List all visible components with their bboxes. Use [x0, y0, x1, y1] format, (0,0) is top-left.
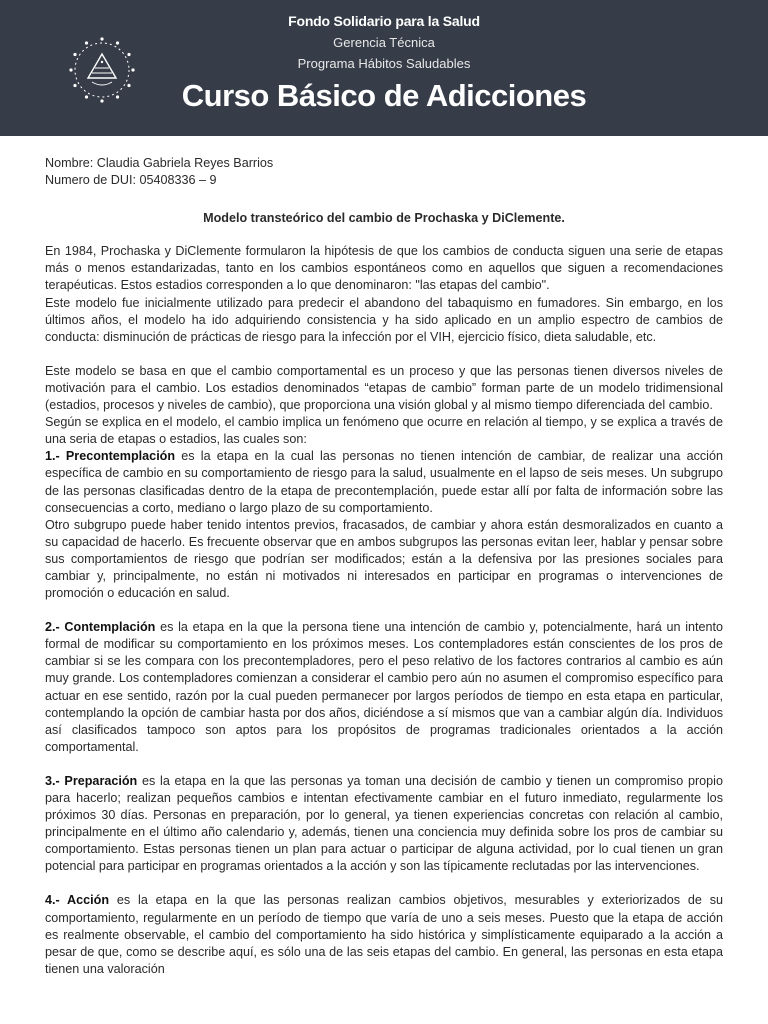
- intro-paragraph-2: Este modelo fue inicialmente utilizado para predecir el abandono del tabaquismo en fumadores. Sin embargo, en los últimos años, el modelo ha ido adquiriendo consistencia y ha sido aplicado en un amplio espectro de cambios de conducta: disminución de prácticas de riesgo para la infección por el VIH, ejercicio físico, dieta saludable, etc.: [45, 295, 723, 344]
- stage-description: es la etapa en la que la persona tiene una intención de cambio y, potencialmente, hará un intento formal de modificar su comportamiento en los próximos meses. Los contempladores están conscientes de los pros de cambiar si se les compara con los precontempladores, pero el peso relativo de los factores contrarios al cambio es aún muy grande. Los contempladores comienzan a considerar el cambio pero aún no asumen el compromiso específico para actuar en ese sentido, razón por la cual pueden permanecer por largos períodos de tiempo en esta etapa en particular, contemplando la opción de cambiar hasta por dos años, diciéndose a sí mismos que van a cambiar algún día. Individuos así clasificados tampoco son aptos para los propósitos de programas tradicionales orientados a la acción comportamental.: [45, 620, 724, 754]
- stage-label: 4.- Acción: [45, 893, 110, 908]
- document-header: [0, 0, 768, 136]
- stage-action: [45, 892, 723, 977]
- stage-contemplation: [45, 619, 723, 756]
- document-title: Modelo transteórico del cambio de Prochaska y DiClemente.: [203, 211, 565, 226]
- student-dui: Numero de DUI: 05408336 – 9: [45, 173, 217, 188]
- stage-description: es la etapa en la que las personas realizan cambios objetivos, mesurables y exteriorizados de su comportamiento, regularmente en un período de tiempo que varía de uno a seis meses. Puesto que la etapa de acción es realmente observable, el cambio del comportamiento ha sido histórica y simplísticamente equiparado a la acción a pesar de que, como se describe aquí, es sólo una de las seis etapas del cambio. En general, las personas en esta etapa tienen una valoración: [45, 893, 724, 976]
- stage-description: es la etapa en la que las personas ya toman una decisión de cambio y tienen un compromiso propio para hacerlo; realizan pequeños cambios e intentan efectivamente cambiar en el futuro inmediato, regularmente los próximos 30 días. Personas en preparación, por lo general, ya tienen experiencias concretas con relación al cambio, principalmente en el último año calendario y, además, tienen una conciencia muy definida sobre los pros de cambiar su comportamiento. Estas personas tienen un plan para actuar o participar de alguna actividad, por lo cual tienen un gran potencial para participar en programas orientados a la acción y son las típicamente reclutadas por las intervenciones.: [45, 773, 723, 874]
- program-name: Programa Hábitos Saludables: [297, 56, 471, 71]
- basis-paragraph-1: Este modelo se basa en que el cambio comportamental es un proceso y que las personas tienen diversos niveles de motivación para el cambio. Los estadios denominados “etapas de cambio” forman parte de un modelo tridimensional (estadios, procesos y niveles de cambio), que proporciona una visión global y al mismo tiempo diferenciada del cambio.: [45, 363, 723, 413]
- course-title: Curso Básico de Adicciones: [181, 78, 587, 113]
- stage-precontemplation: [45, 448, 723, 516]
- stage-description: es la etapa en la cual las personas no tienen intención de cambiar, de realizar una acción específica de cambio en su comportamiento de riesgo para la salud, usualmente en el lapso de seis meses. Un subgrupo de las personas clasificadas dentro de la etapa de precontemplación, puede estar allí por falta de información sobre las consecuencias a corto, mediano o largo plazo de su comportamiento.: [45, 449, 723, 515]
- stage-label: 2.- Contemplación: [45, 620, 156, 635]
- basis-paragraph-2: Según se explica en el modelo, el cambio implica un fenómeno que ocurre en relación al tiempo, y se explica a través de una seria de etapas o estadios, las cuales son:: [45, 415, 723, 447]
- student-name: Nombre: Claudia Gabriela Reyes Barrios: [45, 156, 274, 170]
- document-body: [45, 155, 723, 978]
- department-name: Gerencia Técnica: [333, 35, 435, 50]
- stage-preparation: [45, 773, 723, 876]
- stage-precontemplation-continued: Otro subgrupo puede haber tenido intentos previos, fracasados, de cambiar y ahora están desmoralizados en cuanto a su capacidad de hacerlo. Es frecuente observar que en ambos subgrupos las personas evitan leer, hablar y pensar sobre sus comportamientos de riesgo que podrían ser modificados; están a la defensiva por las presiones sociales para cambiar y, principalmente, no están ni motivados ni interesados en participar en programas o intervenciones de promoción o educación en salud.: [45, 517, 723, 601]
- student-info: [45, 155, 723, 189]
- stage-label: 1.- Precontemplación: [45, 449, 176, 464]
- org-name: Fondo Solidario para la Salud: [288, 13, 480, 29]
- intro-paragraph-1: En 1984, Prochaska y DiClemente formularon la hipótesis de que los cambios de conducta siguen una serie de etapas más o menos estandarizadas, tanto en los cambios espontáneos como en aquellos que siguen a recomendaciones terapéuticas. Estos estadios corresponden a lo que denominaron: "las etapas del cambio".: [45, 244, 723, 293]
- stage-label: 3.- Preparación: [45, 773, 138, 788]
